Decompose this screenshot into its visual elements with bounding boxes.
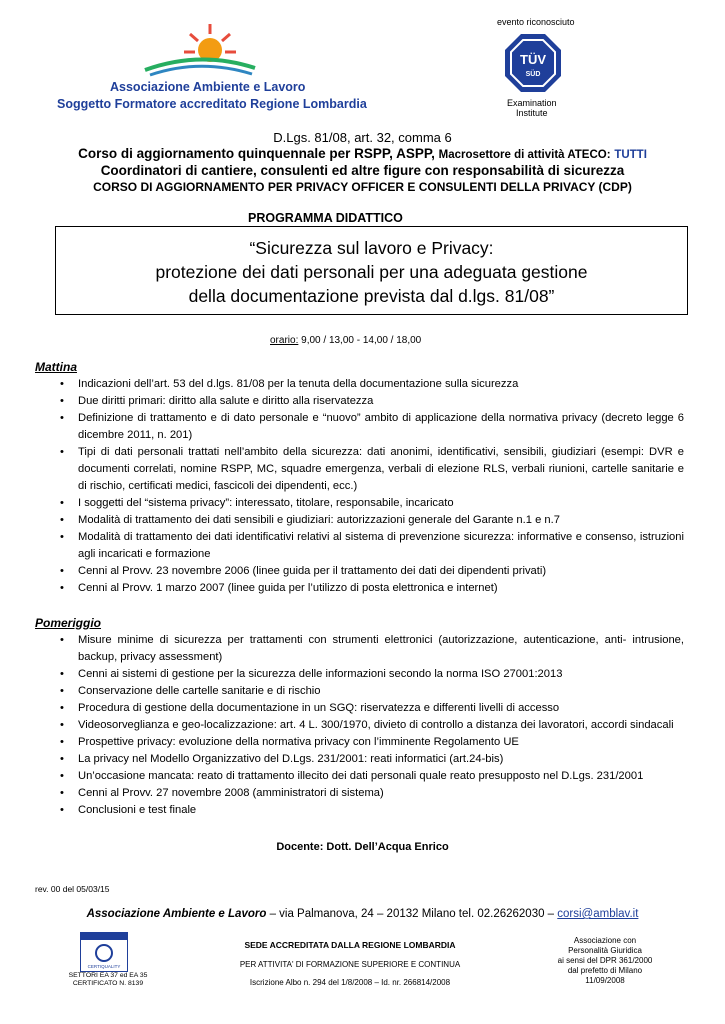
list-item [60, 802, 684, 819]
course-title-box [55, 226, 688, 315]
list-item [60, 512, 684, 529]
bullet-icon: • [60, 395, 64, 407]
tuv-bottom-1: Examination [507, 98, 557, 108]
list-item-text: Conservazione delle cartelle sanitarie e di rischio [78, 685, 321, 697]
list-item-text: Cenni ai sistemi di gestione per la sicurezza delle informazioni secondo la norma ISO 27001:2013 [78, 668, 563, 680]
tuv-logo-sub: SÜD [525, 71, 541, 78]
tuv-logo-text: TÜV [520, 52, 546, 67]
footer-address [0, 908, 725, 920]
bullet-icon: • [60, 719, 64, 731]
list-item [60, 700, 684, 717]
programma-heading: PROGRAMMA DIDATTICO [248, 211, 403, 225]
bullet-icon: • [60, 634, 64, 646]
bullet-icon: • [60, 514, 64, 526]
bullet-icon: • [60, 770, 64, 782]
cert-logo-text: CERTIQUALITY [87, 964, 121, 969]
schedule [270, 335, 421, 346]
list-item-text: Misure minime di sicurezza per trattamenti con strumenti elettronici (autorizzazione, autenticazione, anti- intrusione, backup, privacy assessment) [78, 634, 684, 663]
title-line-1: “Sicurezza sul lavoro e Privacy: [249, 238, 494, 258]
list-item-text: Due diritti primari: diritto alla salute e diritto alla riservatezza [78, 395, 374, 407]
list-item [60, 683, 684, 700]
list-item-text: Un’occasione mancata: reato di trattamento illecito dei dati personali quale reato presupposto nel D.Lgs. 231/2001 [78, 770, 644, 782]
list-item-text: Definizione di trattamento e di dato personale e “nuovo” ambito di applicazione della normativa privacy (decreto legge 6 dicembre 2011, n. 201) [78, 412, 684, 441]
certificate-info [58, 972, 158, 988]
bullet-icon: • [60, 446, 64, 458]
bullet-icon: • [60, 736, 64, 748]
pomeriggio-list [60, 632, 684, 819]
list-item-text: Procedura di gestione della documentazione in un SGQ: riservatezza e differenti livelli di accesso [78, 702, 560, 714]
course-line-1-main: Corso di aggiornamento quinquennale per RSPP, ASPP, [78, 146, 435, 161]
footer-right-3: ai sensi del DPR 361/2000 [557, 956, 653, 965]
tuv-bottom-2: Institute [516, 108, 548, 118]
list-item [60, 666, 684, 683]
bullet-icon: • [60, 378, 64, 390]
bullet-icon: • [60, 582, 64, 594]
list-item [60, 580, 684, 597]
mattina-heading: Mattina [35, 360, 77, 374]
list-item [60, 717, 684, 734]
tuv-caption: evento riconosciuto [497, 17, 575, 27]
schedule-value: 9,00 / 13,00 - 14,00 / 18,00 [301, 335, 422, 346]
list-item [60, 393, 684, 410]
footer-right-2: Personalità Giuridica [568, 946, 642, 955]
bullet-icon: • [60, 531, 64, 543]
association-name: Associazione Ambiente e Lavoro [110, 80, 306, 94]
schedule-label: orario: [270, 335, 299, 346]
footer-address-text: – via Palmanova, 24 – 20132 Milano tel. 02.26262030 – [266, 908, 558, 920]
list-item [60, 410, 684, 444]
tuv-institute [507, 98, 557, 118]
list-item-text: Indicazioni dell’art. 53 del d.lgs. 81/08 per la tenuta della documentazione sulla sicurezza [78, 378, 519, 390]
footer-sede: SEDE ACCREDITATA DALLA REGIONE LOMBARDIA [244, 940, 456, 950]
footer-iscrizione: Iscrizione Albo n. 294 del 1/8/2008 – Id. nr. 266814/2008 [249, 978, 451, 987]
footer-legal [525, 936, 685, 986]
list-item-text: Modalità di trattamento dei dati identificativi relativi al sistema di prevenzione sicurezza: informative e consenso, istruzioni agli incaricati e formazione [78, 531, 684, 560]
list-item [60, 444, 684, 495]
bullet-icon: • [60, 787, 64, 799]
law-reference: D.Lgs. 81/08, art. 32, comma 6 [273, 130, 452, 145]
list-item [60, 376, 684, 393]
cert-line-2: CERTIFICATO N. 8139 [72, 980, 144, 987]
list-item [60, 785, 684, 802]
association-logo [140, 20, 260, 80]
course-line-2: Coordinatori di cantiere, consulenti ed altre figure con responsabilità di sicurezza [100, 163, 625, 178]
list-item-text: I soggetti del “sistema privacy”: interessato, titolare, responsabile, incaricato [78, 497, 454, 509]
footer-right-1: Associazione con [573, 936, 637, 945]
list-item [60, 734, 684, 751]
list-item-text: Prospettive privacy: evoluzione della normativa privacy con l’imminente Regolamento UE [78, 736, 519, 748]
footer-right-5: 11/09/2008 [585, 976, 625, 985]
bullet-icon: • [60, 804, 64, 816]
list-item [60, 768, 684, 785]
list-item [60, 563, 684, 580]
sun-logo-icon [145, 24, 255, 75]
association-subtitle: Soggetto Formatore accreditato Regione Lombardia [57, 97, 367, 111]
list-item [60, 632, 684, 666]
bullet-icon: • [60, 565, 64, 577]
title-line-3: della documentazione prevista dal d.lgs. 81/08” [188, 286, 555, 306]
bullet-icon: • [60, 753, 64, 765]
list-item [60, 495, 684, 512]
footer-assoc: Associazione Ambiente e Lavoro [86, 908, 267, 920]
title-line-2: protezione dei dati personali per una adeguata gestione [155, 262, 588, 282]
bullet-icon: • [60, 702, 64, 714]
footer-right-4: dal prefetto di Milano [567, 966, 643, 975]
list-item-text: Modalità di trattamento dei dati sensibili e giudiziari: autorizzazioni generale del Garante n.1 e n.7 [78, 514, 560, 526]
list-item [60, 529, 684, 563]
list-item-text: Cenni al Provv. 27 novembre 2008 (amministratori di sistema) [78, 787, 384, 799]
footer-attivita: PER ATTIVITA' DI FORMAZIONE SUPERIORE E CONTINUA [239, 960, 461, 969]
docente: Docente: Dott. Dell’Acqua Enrico [276, 841, 449, 853]
cert-line-1: SETTORI EA 37 ed EA 35 [68, 972, 148, 979]
revision: rev. 00 del 05/03/15 [35, 884, 110, 894]
course-line-1-ateco: Macrosettore di attività ATECO: [438, 149, 611, 161]
bullet-icon: • [60, 497, 64, 509]
course-line-1-tutti: TUTTI [614, 149, 647, 161]
list-item-text: Videosorveglianza e geo-localizzazione: art. 4 L. 300/1970, divieto di controllo a distanza dei lavoratori, accordi sindacali [78, 719, 674, 731]
list-item-text: Cenni al Provv. 23 novembre 2006 (linee guida per il trattamento dei dati dei dipendenti privati) [78, 565, 547, 577]
course-line-3: CORSO DI AGGIORNAMENTO PER PRIVACY OFFICER E CONSULENTI DELLA PRIVACY (CDP) [93, 180, 632, 194]
bullet-icon: • [60, 668, 64, 680]
pomeriggio-heading: Pomeriggio [35, 616, 102, 630]
list-item-text: La privacy nel Modello Organizzativo del D.Lgs. 231/2001: reati informatici (art.24-bis) [78, 753, 504, 765]
list-item [60, 751, 684, 768]
list-item-text: Tipi di dati personali trattati nell’ambito della sicurezza: dati anonimi, identificativi, sensibili, giudiziari (esempi: DVR e documenti correlati, nomine RSPP, MC, squadre emergenza, verbali di elezione RLS, verbali riunioni, cartelle sanitarie e di rischio, certificati medici, fascicoli dei dipendenti, ecc.) [78, 446, 684, 492]
bullet-icon: • [60, 412, 64, 424]
mattina-list [60, 376, 684, 597]
tuv-logo [503, 32, 563, 94]
bullet-icon: • [60, 685, 64, 697]
course-line-1 [0, 146, 725, 161]
certiquality-logo [80, 932, 128, 972]
list-item-text: Cenni al Provv. 1 marzo 2007 (linee guida per l’utilizzo di posta elettronica e internet) [78, 582, 498, 594]
footer-email-link[interactable]: corsi@amblav.it [557, 908, 639, 920]
list-item-text: Conclusioni e test finale [78, 804, 197, 816]
